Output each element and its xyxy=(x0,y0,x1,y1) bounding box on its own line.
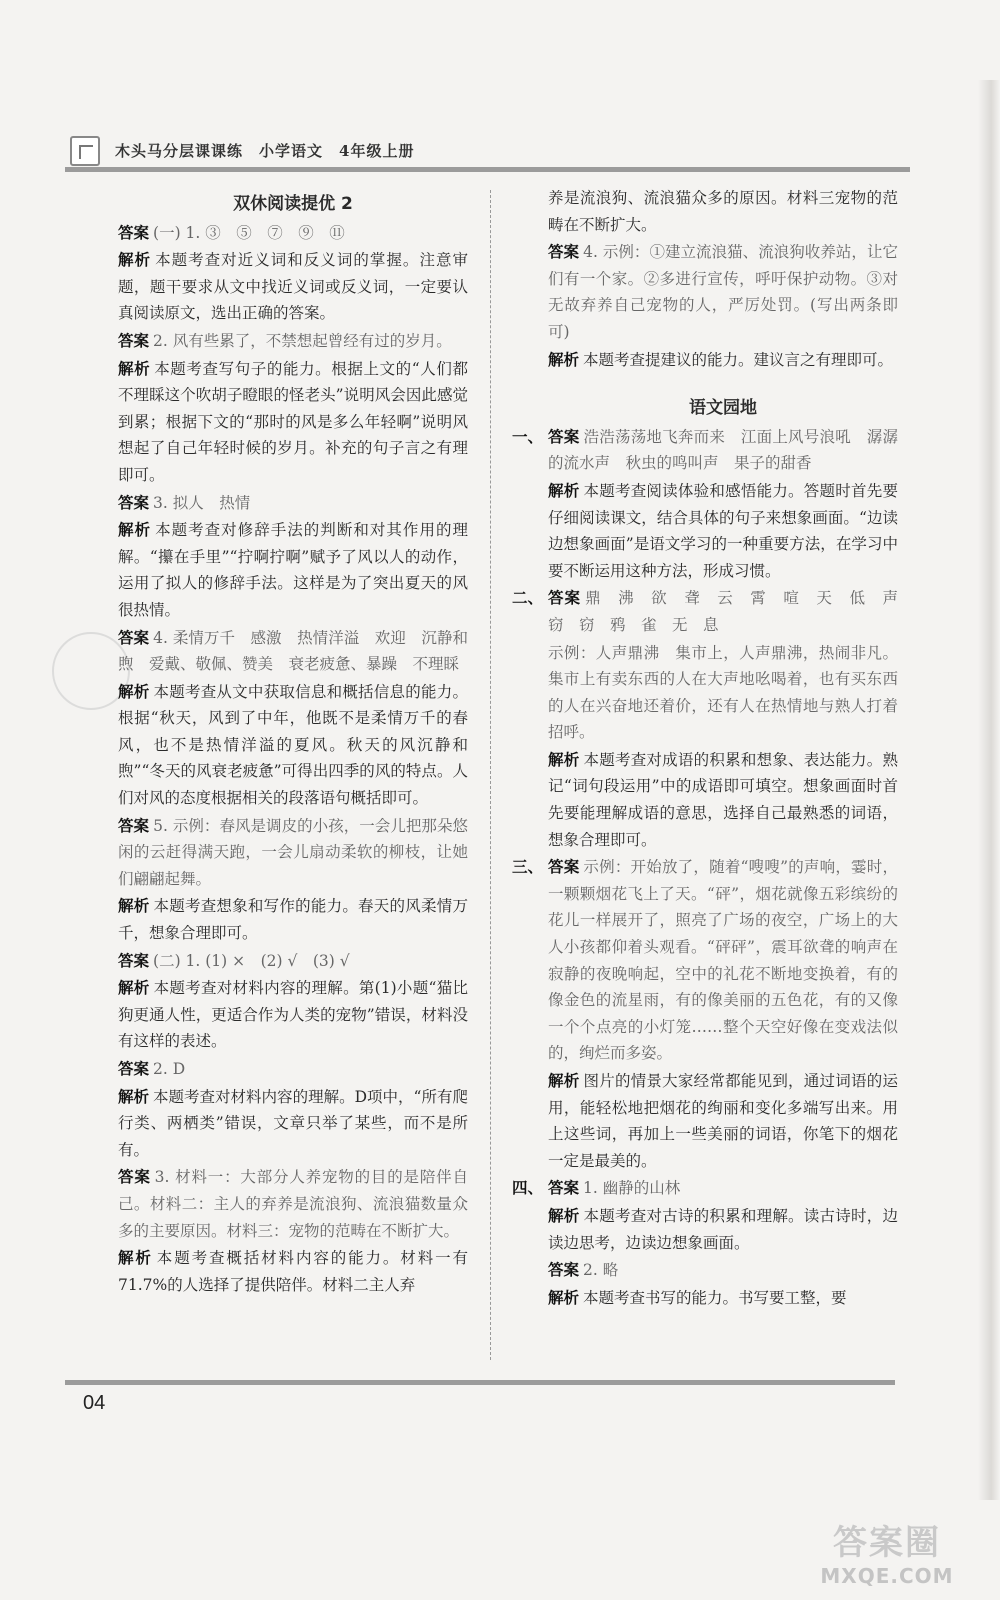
answer-label: 答案 xyxy=(548,427,580,446)
answer-entry xyxy=(548,424,898,477)
entry-text: 本题考查对材料内容的理解。第(1)小题“猫比狗更通人性，更适合作为人类的宠物”错误，材料没有这样的表述。 xyxy=(118,979,468,1051)
answer-entry xyxy=(548,239,898,345)
answer-label: 答案 xyxy=(548,243,580,262)
entry-text: 4. 柔情万千 感激 热情洋溢 欢迎 沉静和煦 爱戴、敬佩、赞美 衰老疲惫、暴躁 不理睬 xyxy=(118,628,468,674)
analysis-label: 解析 xyxy=(548,481,580,500)
entry-text: 本题考查对近义词和反义词的掌握。注意审题，题干要求从文中找近义词或反义词，一定要认真阅读原文，选出正确的答案。 xyxy=(118,251,468,323)
analysis-entry xyxy=(548,1203,898,1256)
entry-text: 图片的情景大家经常都能见到，通过词语的运用，能轻松地把烟花的绚丽和变化多端写出来。用上这些词，再加上一些美丽的词语，你笔下的烟花一定是最美的。 xyxy=(548,1072,898,1170)
answer-entry xyxy=(118,813,468,893)
watermark xyxy=(792,1515,982,1590)
entry-text: (一) 1. ③ ⑤ ⑦ ⑨ ⑪ xyxy=(153,223,345,242)
entry-text: 示例：人声鼎沸 集市上，人声鼎沸，热闹非凡。集市上有卖东西的人在大声地吆喝着，也有买东西的人在兴奋地还着价，还有人在热情地与熟人打着招呼。 xyxy=(548,643,898,742)
analysis-entry xyxy=(118,1245,468,1298)
analysis-entry xyxy=(118,893,468,946)
answer-entry xyxy=(548,585,914,638)
answer-entry xyxy=(118,1164,468,1244)
item-number: 四、 xyxy=(512,1179,544,1198)
answer-label: 答案 xyxy=(548,1179,580,1198)
entry-text: 3. 材料一：大部分人养宠物的目的是陪伴自己。材料二：主人的弃养是流浪狗、流浪猫数量众多的主要原因。材料三：宠物的范畴在不断扩大。 xyxy=(118,1168,468,1240)
answer-label: 答案 xyxy=(118,628,150,647)
entry-text: 5. 示例：春风是调皮的小孩，一会儿把那朵悠闲的云赶得满天跑，一会儿扇动柔软的柳枝，让她们翩翩起舞。 xyxy=(118,816,468,888)
section-title: 双休阅读提优 2 xyxy=(233,194,353,214)
item-number: 二、 xyxy=(512,589,544,608)
entry-text: 示例：开始放了，随着“嗖嗖”的声响，霎时，一颗颗烟花飞上了天。“砰”，烟花就像五彩缤纷的花儿一样展开了，照亮了广场的夜空，广场上的大人小孩都仰着头观看。“砰砰”，震耳欲聋的响声在寂静的夜晚响起，空中的礼花不断地变换着，有的像金色的流星雨，有的像美丽的五色花，有的又像一个个点亮的小灯笼……整个天空好像在变戏法似的，绚烂而多姿。 xyxy=(548,858,898,1063)
header-title: 木头马分层课课练 小学语文 4年级上册 xyxy=(115,142,415,160)
column-divider xyxy=(490,190,491,1360)
entry-text: 本题考查对成语的积累和想象、表达能力。熟记“词句段运用”中的成语即可填空。想象画面时首先要能理解成语的意思，选择自己最熟悉的词语，想象合理即可。 xyxy=(548,750,898,849)
section-title: 语文园地 xyxy=(689,398,757,419)
book-logo-icon xyxy=(70,136,100,166)
analysis-label: 解析 xyxy=(118,897,150,916)
analysis-entry xyxy=(548,1285,898,1312)
analysis-label: 解析 xyxy=(118,979,150,998)
answer-label: 答案 xyxy=(118,223,150,242)
entry-text: 本题考查对材料内容的理解。D项中，“所有爬行类、两栖类”错误，文章只举了某些，而不是所有。 xyxy=(118,1087,468,1159)
answer-label: 答案 xyxy=(118,331,150,350)
analysis-label: 解析 xyxy=(118,1249,153,1268)
page-edge-shadow xyxy=(978,80,1000,1500)
numbered-item xyxy=(512,1175,898,1311)
entry-text: 浩浩荡荡地飞奔而来 江面上风号浪吼 潺潺的流水声 秋虫的鸣叫声 果子的甜香 xyxy=(548,427,898,473)
numbered-item xyxy=(512,854,898,1174)
entry-text: 3. 拟人 热情 xyxy=(153,493,251,512)
answer-entry xyxy=(118,948,468,975)
entry-text: 本题考查提建议的能力。建议言之有理即可。 xyxy=(583,350,894,369)
answer-label: 答案 xyxy=(548,1261,580,1280)
analysis-label: 解析 xyxy=(118,359,151,378)
footer-rule xyxy=(65,1380,895,1385)
analysis-entry xyxy=(118,1084,468,1164)
entry-text: 本题考查阅读体验和感悟能力。答题时首先要仔细阅读课文，结合具体的句子来想象画面。“边读边想象画面”是语文学习的一种重要方法，在学习中要不断运用这种方法，形成习惯。 xyxy=(548,481,898,580)
analysis-entry xyxy=(118,679,468,812)
analysis-label: 解析 xyxy=(548,1072,580,1090)
analysis-label: 解析 xyxy=(118,521,152,540)
analysis-label: 解析 xyxy=(548,350,580,369)
answer-entry xyxy=(118,220,468,247)
analysis-entry xyxy=(548,478,898,584)
answer-entry xyxy=(548,1175,898,1202)
left-column xyxy=(118,185,468,1299)
right-column xyxy=(512,185,914,1312)
text-entry xyxy=(548,185,898,238)
entry-text: 本题考查对古诗的积累和理解。读古诗时，边读边思考，边读边想象画面。 xyxy=(548,1206,898,1252)
analysis-entry xyxy=(118,247,468,327)
entry-text: (二) 1. (1) × (2) √ (3) √ xyxy=(153,951,350,970)
entry-text: 2. D xyxy=(153,1060,186,1078)
header-rule xyxy=(65,167,910,172)
analysis-entry xyxy=(118,356,468,489)
watermark-url: MXQE.COM xyxy=(820,1564,954,1588)
item-number: 一、 xyxy=(512,427,544,446)
entry-text: 本题考查概括材料内容的能力。材料一有71.7%的人选择了提供陪伴。材料二主人弃 xyxy=(118,1249,468,1294)
entry-text: 4. 示例：①建立流浪猫、流浪狗收养站，让它们有一个家。②多进行宣传，呼吁保护动物。③对无故弃养自己宠物的人，严厉处罚。(写出两条即可) xyxy=(548,243,898,341)
page-number: 04 xyxy=(83,1392,106,1414)
analysis-label: 解析 xyxy=(548,750,580,769)
analysis-label: 解析 xyxy=(118,682,150,701)
answer-label: 答案 xyxy=(118,951,150,970)
entry-text: 本题考查从文中获取信息和概括信息的能力。根据“秋天，风到了中年，他既不是柔情万千的春风，也不是热情洋溢的夏风。秋天的风沉静和煦”“冬天的风衰老疲惫”可得出四季的风的特点。人们对风的态度根据相关的段落语句概括即可。 xyxy=(118,682,468,808)
entry-text: 养是流浪狗、流浪猫众多的原因。材料三宠物的范畴在不断扩大。 xyxy=(548,189,898,234)
watermark-mark: 答案圈 xyxy=(833,1523,941,1563)
answer-label: 答案 xyxy=(118,1060,150,1078)
analysis-entry xyxy=(118,975,468,1055)
entry-text: 本题考查写句子的能力。根据上文的“人们都不理睬这个吹胡子瞪眼的怪老头”说明风会因此感觉到累；根据下文的“那时的风是多么年轻啊”说明风想起了自己年轻时候的岁月。补充的句子言之有理即可。 xyxy=(118,359,468,484)
entry-text: 2. 略 xyxy=(583,1261,619,1280)
answer-label: 答案 xyxy=(118,493,150,512)
analysis-label: 解析 xyxy=(548,1206,580,1225)
numbered-item xyxy=(512,424,898,585)
answer-label: 答案 xyxy=(548,858,580,877)
analysis-entry xyxy=(118,517,468,623)
numbered-item xyxy=(512,585,914,853)
analysis-entry xyxy=(548,747,898,853)
page-header xyxy=(65,130,910,172)
answer-entry xyxy=(118,625,468,678)
entry-text: 本题考查对修辞手法的判断和对其作用的理解。“攥在手里”“拧啊拧啊”赋予了风以人的动作，运用了拟人的修辞手法。这样是为了突出夏天的风很热情。 xyxy=(118,521,468,619)
analysis-entry xyxy=(548,347,898,374)
answer-entry xyxy=(548,854,898,1067)
entry-text: 2. 风有些累了，不禁想起曾经有过的岁月。 xyxy=(153,331,452,350)
entry-text: 鼎 沸 欲 聋 云 霄 喧 天 低 声 窃 窃 鸦 雀 无 息 xyxy=(548,589,914,634)
analysis-label: 解析 xyxy=(118,251,152,270)
answer-label: 答案 xyxy=(118,816,150,835)
answer-entry xyxy=(118,1056,468,1083)
entry-text: 1. 幽静的山林 xyxy=(583,1179,681,1198)
answer-entry xyxy=(548,1257,898,1284)
entry-text: 本题考查想象和写作的能力。春天的风柔情万千，想象合理即可。 xyxy=(118,897,468,943)
answer-entry xyxy=(118,490,468,517)
analysis-label: 解析 xyxy=(118,1087,150,1106)
analysis-label: 解析 xyxy=(548,1288,580,1307)
item-number: 三、 xyxy=(512,858,544,877)
answer-entry xyxy=(118,328,468,355)
analysis-entry xyxy=(548,1068,898,1174)
answer-label: 答案 xyxy=(118,1168,151,1187)
text-entry xyxy=(548,640,898,746)
entry-text: 本题考查书写的能力。书写要工整，要 xyxy=(583,1288,847,1307)
answer-label: 答案 xyxy=(548,589,582,608)
